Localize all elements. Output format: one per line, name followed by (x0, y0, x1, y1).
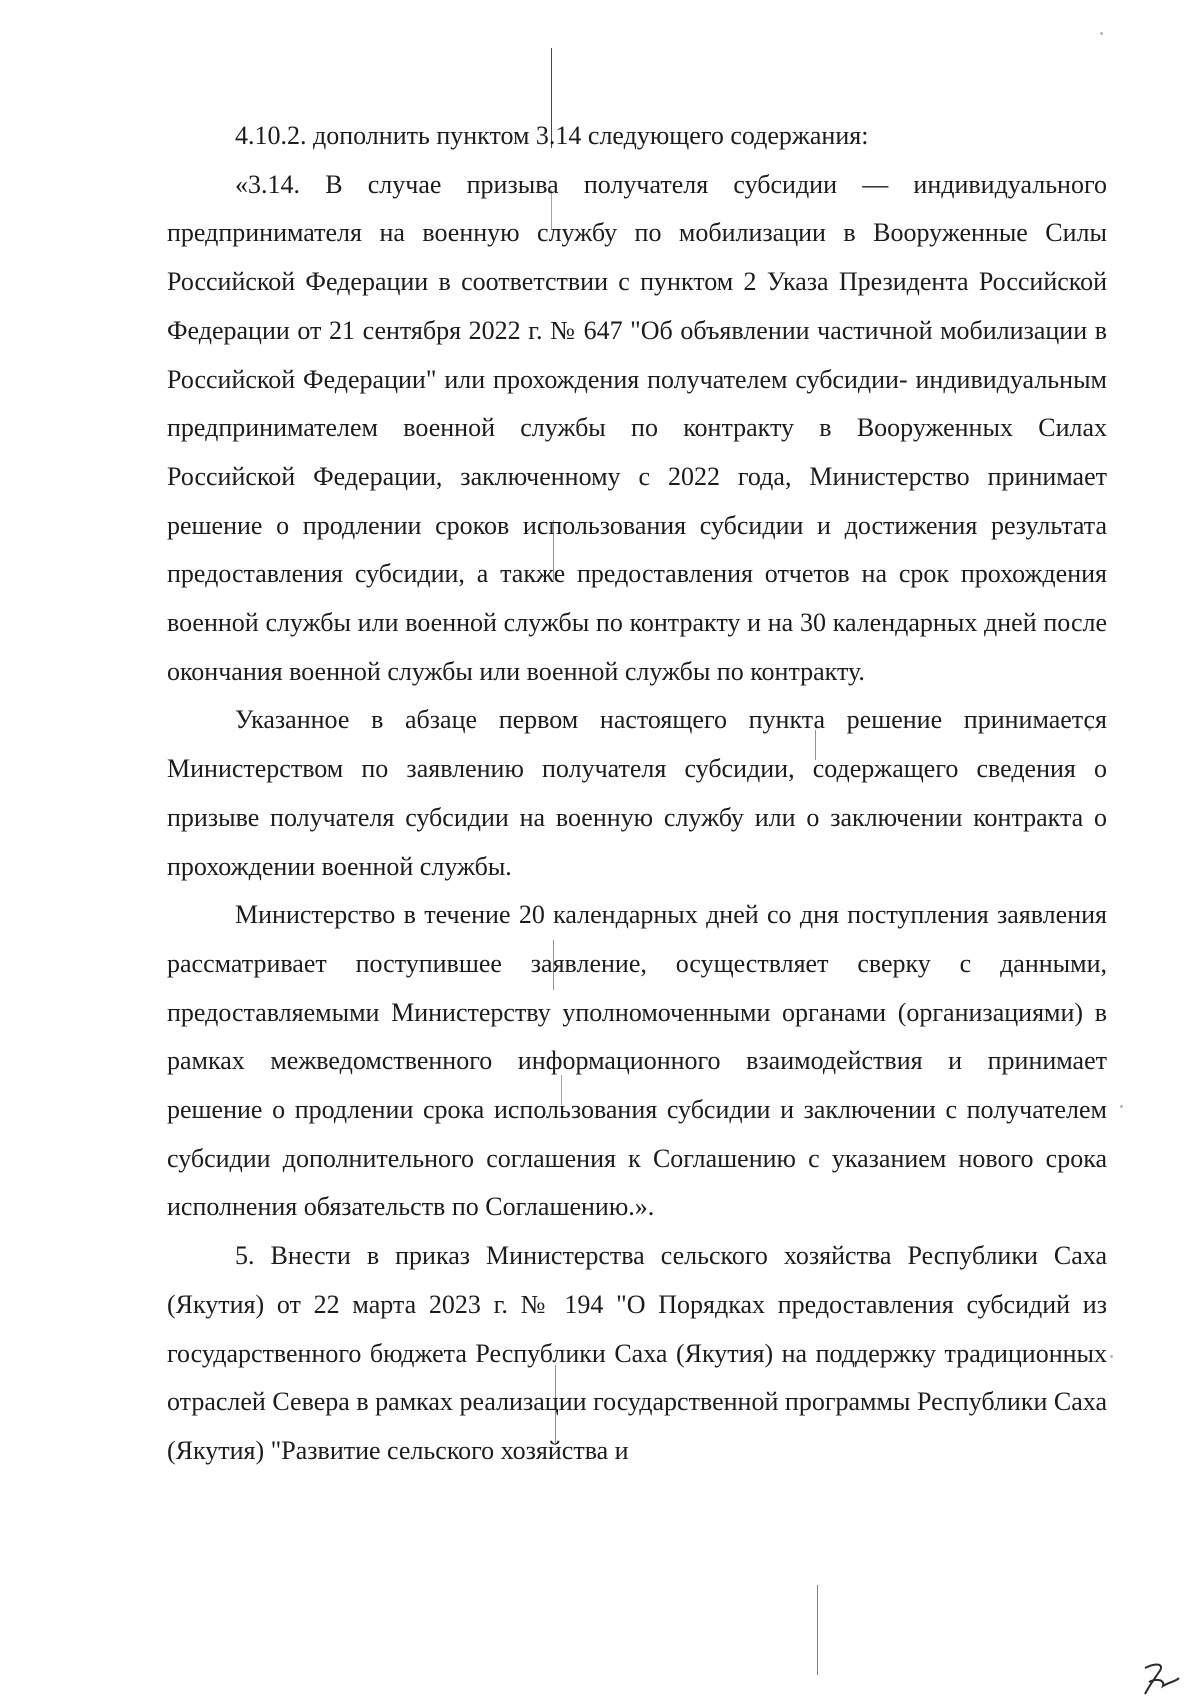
scan-speck (1120, 1105, 1123, 1108)
scan-speck (1100, 32, 1103, 35)
paragraph-5-amend-order: 5. Внести в приказ Министерства сельского хозяйства Республики Саха (Якутия) от 22 марта 2023 г. № 194 "О Порядках предоставления субсидий из государственного бюджета Республики Саха (Якутия) на поддержку традиционных отраслей Севера в рамках реализации государственной программы Республики Саха (Якутия) "Развитие сельского хозяйства и (167, 1241, 1107, 1465)
paragraph-3-14: «3.14. В случае призыва получателя субсидии — индивидуального предпринимателя на военную службу по мобилизации в Вооруженные Силы Российской Федерации в соответствии с пунктом 2 Указа Президента Российской Федерации от 21 сентября 2022 г. № 647 "Об объявлении частичной мобилизации в Российской Федерации" или прохождения получателем субсидии- индивидуальным предпринимателем военной службы по контракту в Вооруженных Силах Российской Федерации, заключенному с 2022 года, Министерство принимает решение о продлении сроков использования субсидии и достижения результата предоставления субсидии, а также предоставления отчетов на срок прохождения военной службы или военной службы по контракту и на 30 календарных дней после окончания военной службы или военной службы по контракту. (167, 169, 1107, 686)
initials-signature (1135, 1660, 1185, 1697)
paragraph-4-10-2: 4.10.2. дополнить пунктом 3.14 следующего содержания: (235, 121, 869, 150)
document-body (167, 112, 1107, 1476)
scan-speck (1110, 1355, 1113, 1358)
scan-artifact-line (817, 1585, 818, 1675)
paragraph-ministry-review: Министерство в течение 20 календарных дней со дня поступления заявления рассматривает поступившее заявление, осуществляет сверку с данными, предоставляемыми Министерству уполномоченными органами (организациями) в рамках межведомственного информационного взаимодействия и принимает решение о продлении срока использования субсидии и заключении с получателем субсидии дополнительного соглашения к Соглашению с указанием нового срока исполнения обязательств по Соглашению.». (167, 900, 1107, 1222)
paragraph-decision-by-application: Указанное в абзаце первом настоящего пункта решение принимается Министерством по заявлению получателя субсидии, содержащего сведения о призыве получателя субсидии на военную службу или о заключении контракта о прохождении военной службы. (167, 705, 1107, 881)
